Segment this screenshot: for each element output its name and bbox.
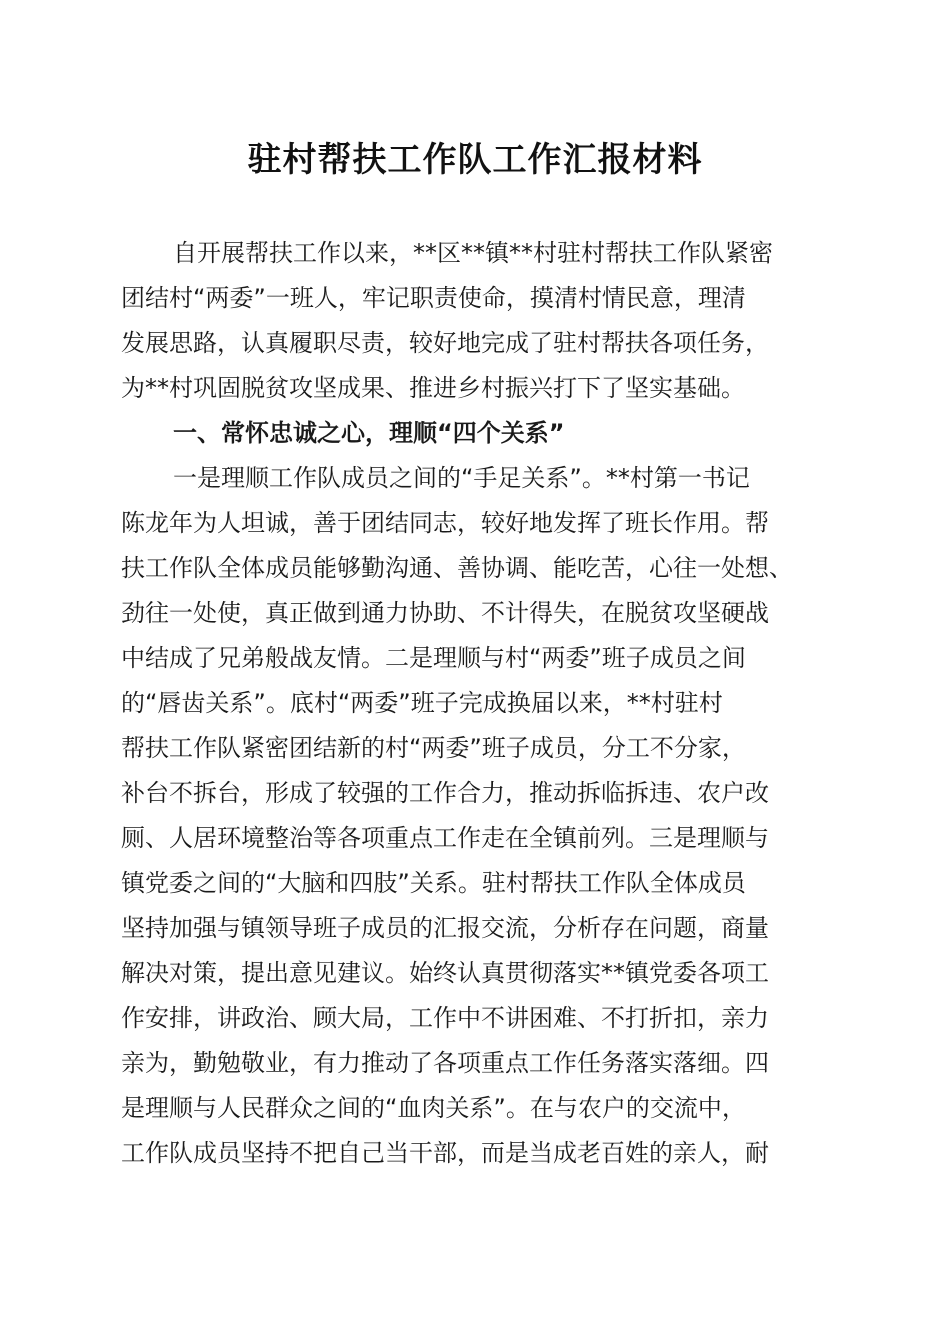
body-text-line: 补台不拆台，形成了较强的工作合力，推动拆临拆违、农户改 <box>121 779 769 807</box>
body-text-line: 为**村巩固脱贫攻坚成果、推进乡村振兴打下了坚实基础。 <box>121 374 745 402</box>
body-text-line: 扶工作队全体成员能够勤沟通、善协调、能吃苦，心往一处想、 <box>121 554 793 582</box>
body-text-line: 中结成了兄弟般战友情。二是理顺与村“两委”班子成员之间 <box>121 644 746 672</box>
body-text-line: 一是理顺工作队成员之间的“手足关系”。**村第一书记 <box>173 464 750 492</box>
section-heading: 一、常怀忠诚之心，理顺“四个关系” <box>173 419 565 447</box>
body-text-line: 陈龙年为人坦诚，善于团结同志，较好地发挥了班长作用。帮 <box>121 509 769 537</box>
body-text-line: 亲为，勤勉敬业，有力推动了各项重点工作任务落实落细。四 <box>121 1049 769 1077</box>
body-text-line: 是理顺与人民群众之间的“血肉关系”。在与农户的交流中， <box>121 1094 746 1122</box>
body-text-line: 工作队成员坚持不把自己当干部，而是当成老百姓的亲人，耐 <box>121 1139 769 1167</box>
body-text-line: 帮扶工作队紧密团结新的村“两委”班子成员，分工不分家， <box>121 734 746 762</box>
body-text-line: 坚持加强与镇领导班子成员的汇报交流，分析存在问题，商量 <box>121 914 769 942</box>
body-text-line: 镇党委之间的“大脑和四肢”关系。驻村帮扶工作队全体成员 <box>121 869 746 897</box>
body-text-line: 自开展帮扶工作以来，**区**镇**村驻村帮扶工作队紧密 <box>173 239 773 267</box>
body-text-line: 厕、人居环境整治等各项重点工作走在全镇前列。三是理顺与 <box>121 824 769 852</box>
body-text-line: 发展思路，认真履职尽责，较好地完成了驻村帮扶各项任务， <box>121 329 769 357</box>
body-text-line: 作安排，讲政治、顾大局，工作中不讲困难、不打折扣，亲力 <box>121 1004 769 1032</box>
body-text-line: 团结村“两委”一班人，牢记职责使命，摸清村情民意，理清 <box>121 284 746 312</box>
body-text-line: 的“唇齿关系”。底村“两委”班子完成换届以来，**村驻村 <box>121 689 723 717</box>
body-text-line: 解决对策，提出意见建议。始终认真贯彻落实**镇党委各项工 <box>121 959 769 987</box>
body-text-line: 劲往一处使，真正做到通力协助、不计得失，在脱贫攻坚硬战 <box>121 599 769 627</box>
document-title: 驻村帮扶工作队工作汇报材料 <box>247 140 703 180</box>
